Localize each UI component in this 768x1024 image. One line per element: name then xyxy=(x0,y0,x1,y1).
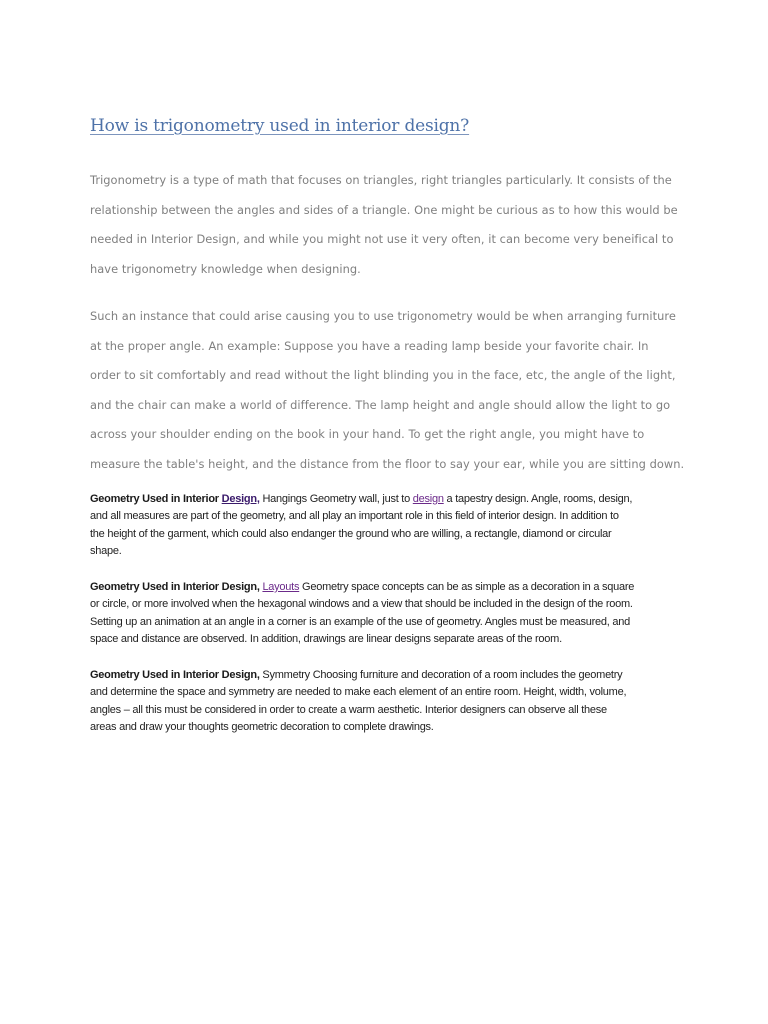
text-line: shape. xyxy=(90,545,122,558)
text-line: or circle, or more involved when the hexagonal windows and a view that should be included in the design of the room. xyxy=(90,598,633,611)
design-inline-link[interactable]: design xyxy=(412,493,444,505)
text-run: Hangings Geometry wall, just to xyxy=(259,493,413,505)
text-line: needed in Interior Design, and while you might not use it very often, it can become very beneifical to xyxy=(90,232,674,246)
text-run: Geometry space concepts can be as simple as a decoration in a square xyxy=(299,581,635,593)
text-line: order to sit comfortably and read without the light blinding you in the face, etc, the angle of the light, xyxy=(90,368,676,382)
section-heading: Geometry Used in Interior Design, xyxy=(90,581,263,593)
text-line: across your shoulder ending on the book in your hand. To get the right angle, you might have to xyxy=(90,427,645,441)
text-line: Trigonometry is a type of math that focuses on triangles, right triangles particularly. It consists of the xyxy=(90,173,672,187)
text-line: Setting up an animation at an angle in a corner is an example of the use of geometry. Angles must be measured, and xyxy=(90,615,630,628)
design-link[interactable]: Design, xyxy=(221,493,260,505)
text-line: and all measures are part of the geometry, and all play an important role in this field of interior design. In addition to xyxy=(90,510,619,523)
text-line: and determine the space and symmetry are needed to make each element of an entire room. Height, width, volume, xyxy=(90,686,627,699)
text-line: relationship between the angles and sides of a triangle. One might be curious as to how this would be xyxy=(90,202,678,217)
geometry-section-hangings xyxy=(90,491,690,561)
text-run: a tapestry design. Angle, rooms, design, xyxy=(443,493,633,505)
text-line xyxy=(90,667,690,684)
text-line: the height of the garment, which could also endanger the ground who are willing, a rectangle, diamond or circular xyxy=(90,527,612,540)
layouts-link[interactable]: Layouts xyxy=(262,581,300,593)
geometry-section-layouts xyxy=(90,579,690,649)
section-heading: Geometry Used in Interior Design, xyxy=(90,669,260,681)
text-line: space and distance are observed. In addition, drawings are linear designs separate areas of the room. xyxy=(90,633,562,646)
page-title[interactable]: How is trigonometry used in interior design? xyxy=(90,116,470,136)
text-line: Such an instance that could arise causing you to use trigonometry would be when arranging furniture xyxy=(90,309,676,323)
text-line: at the proper angle. An example: Suppose you have a reading lamp beside your favorite chair. In xyxy=(90,338,649,353)
intro-paragraph xyxy=(90,166,690,284)
text-line: areas and draw your thoughts geometric decoration to complete drawings. xyxy=(90,721,434,734)
example-paragraph xyxy=(90,302,690,479)
text-line xyxy=(90,579,690,596)
section-heading: Geometry Used in Interior xyxy=(90,493,222,505)
text-line: and the chair can make a world of difference. The lamp height and angle should allow the light to go xyxy=(90,397,671,412)
geometry-section-symmetry xyxy=(90,667,690,737)
text-line: angles – all this must be considered in order to create a warm aesthetic. Interior designers can observe all these xyxy=(90,703,607,716)
text-run: Symmetry Choosing furniture and decoration of a room includes the geometry xyxy=(259,669,623,681)
text-line: have trigonometry knowledge when designing. xyxy=(90,261,361,276)
text-line xyxy=(90,491,690,508)
text-line: measure the table's height, and the distance from the floor to say your ear, while you are sitting down. xyxy=(90,456,685,471)
